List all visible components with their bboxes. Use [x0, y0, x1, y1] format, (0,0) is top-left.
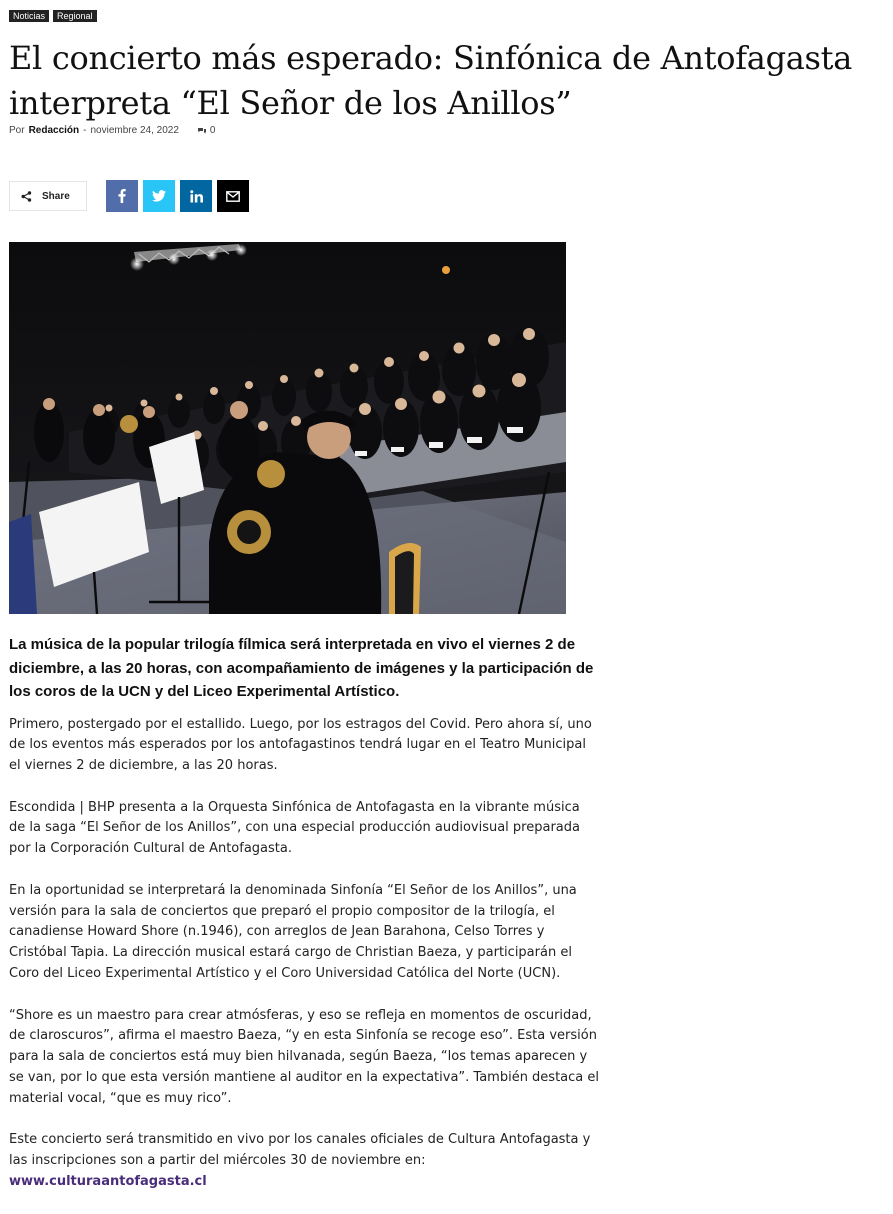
meta-separator: -	[83, 125, 87, 136]
article-lead: La música de la popular trilogía fílmica será interpretada en vivo el viernes 2 de diciembre, a las 20 horas, con acompañamiento de imágenes y la participación de los coros de la UCN y del Liceo Experimental Artístico.	[9, 636, 594, 700]
paragraph-1: Primero, postergado por el estallido. Luego, por los estragos del Covid. Pero ahora sí, uno de los eventos más esperados por los antofagastinos tendrá lugar en el Teatro Municipal el viernes 2 de diciembre, a las 20 horas.	[9, 716, 592, 774]
paragraph-4: “Shore es un maestro para crear atmósferas, y eso se refleja en momentos de oscuridad, de claroscuros”, afirma el maestro Baeza, “y en esta Sinfonía se recoge eso”. Esta versión para la sala de conciertos está muy bien hilvanada, según Baeza, “los temas aparecen y se van, por lo que esta versión mantiene al auditor en la expectativa”. También destaca el material vocal, “que es muy rico”.	[9, 1007, 600, 1106]
article-title: El concierto más esperado: Sinfónica de Antofagasta interpreta “El Señor de los Anillos”	[9, 39, 852, 122]
concert-photo-illustration	[9, 242, 566, 614]
email-share-button[interactable]	[217, 180, 249, 212]
facebook-icon	[118, 189, 126, 203]
comment-count: 0	[209, 125, 216, 136]
linkedin-share-button[interactable]	[180, 180, 212, 212]
twitter-icon	[152, 190, 166, 202]
category-tags	[9, 10, 97, 22]
social-buttons	[106, 180, 249, 212]
facebook-share-button[interactable]	[106, 180, 138, 212]
publish-date: noviembre 24, 2022	[90, 125, 179, 136]
paragraph-5-text: Este concierto será transmitido en vivo por los canales oficiales de Cultura Antofagasta y las inscripciones son a partir del miércoles 30 de noviembre en:	[9, 1132, 591, 1169]
share-label: Share	[42, 190, 70, 202]
comments-link[interactable]	[197, 125, 216, 136]
concert-photo	[9, 242, 566, 614]
share-icon	[10, 191, 42, 202]
linkedin-icon	[190, 190, 203, 203]
email-icon	[226, 191, 240, 202]
article-body	[9, 633, 599, 1214]
author-link[interactable]: Redacción	[28, 125, 80, 136]
twitter-share-button[interactable]	[143, 180, 175, 212]
paragraph-2: Escondida | BHP presenta a la Orquesta Sinfónica de Antofagasta en la vibrante música de la saga “El Señor de los Anillos”, con una especial producción audiovisual preparada por la Corporación Cultural de Antofagasta.	[9, 799, 580, 857]
paragraph-3: En la oportunidad se interpretará la denominada Sinfonía “El Señor de los Anillos”, una versión para la sala de conciertos que preparó el propio compositor de la trilogía, el canadiense Howard Shore (n.1946), con arreglos de Jean Barahona, Celso Torres y Cristóbal Tapia. La dirección musical estará cargo de Christian Baeza, y participarán el Coro del Liceo Experimental Artístico y el Coro Universidad Católica del Norte (UCN).	[9, 882, 577, 982]
cultura-antofagasta-link[interactable]: www.culturaantofagasta.cl	[9, 1174, 207, 1190]
paragraph-5	[9, 1130, 599, 1192]
share-bar	[9, 180, 249, 212]
by-label: Por	[9, 125, 25, 136]
tag-noticias[interactable]: Noticias	[9, 10, 49, 22]
comments-icon	[197, 127, 207, 135]
share-button[interactable]	[9, 181, 87, 211]
article-meta	[9, 125, 215, 136]
tag-regional[interactable]: Regional	[53, 10, 97, 22]
